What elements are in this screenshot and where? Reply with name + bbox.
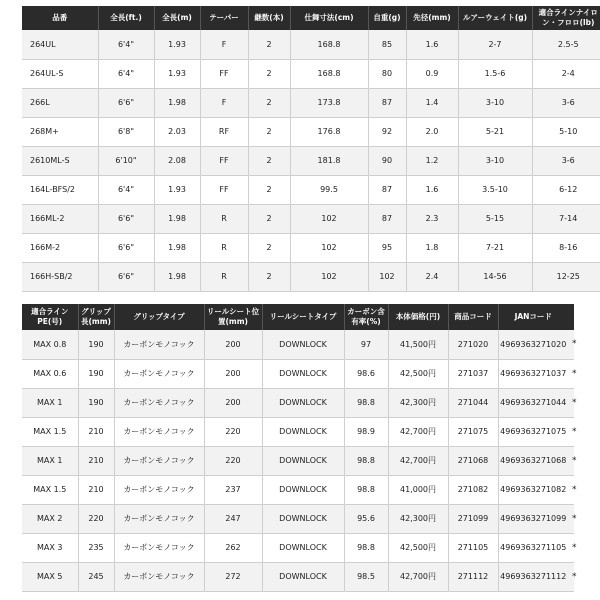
cell-line-pe: MAX 2 [22, 504, 78, 533]
cell-line-pe: MAX 0.8 [22, 330, 78, 359]
cell-grip-length: 210 [78, 475, 114, 504]
col-header-price: 本体価格(円) [388, 304, 448, 330]
cell-closed-length: 173.8 [290, 88, 368, 117]
cell-reel-seat-type: DOWNLOCK [262, 446, 344, 475]
table-row [22, 388, 574, 417]
table-row [22, 446, 574, 475]
cell-length-ft: 6'6" [98, 88, 154, 117]
cell-carbon-content: 98.8 [344, 475, 388, 504]
col-header-product-code: 商品コード [448, 304, 498, 330]
cell-grip-length: 220 [78, 504, 114, 533]
cell-jan-code: 4969363271075 [498, 417, 568, 446]
cell-weight: 87 [368, 204, 406, 233]
cell-mark: * [568, 533, 574, 562]
cell-price: 42,700円 [388, 417, 448, 446]
cell-line-nylon-fluoro: 6-12 [532, 175, 600, 204]
table-row [22, 233, 600, 262]
cell-carbon-content: 98.6 [344, 359, 388, 388]
cell-model: 2610ML-S [22, 146, 98, 175]
cell-mark: * [568, 446, 574, 475]
cell-line-pe: MAX 1.5 [22, 475, 78, 504]
cell-jan-code: 4969363271044 [498, 388, 568, 417]
cell-product-code: 271020 [448, 330, 498, 359]
cell-mark: * [568, 504, 574, 533]
cell-pieces: 2 [248, 233, 290, 262]
table-row [22, 30, 600, 59]
table-row [22, 533, 574, 562]
cell-line-pe: MAX 0.6 [22, 359, 78, 388]
cell-carbon-content: 98.8 [344, 388, 388, 417]
cell-product-code: 271075 [448, 417, 498, 446]
cell-grip-length: 235 [78, 533, 114, 562]
cell-lure-weight: 5-21 [458, 117, 532, 146]
cell-closed-length: 168.8 [290, 30, 368, 59]
cell-grip-length: 190 [78, 388, 114, 417]
cell-tip-diameter: 2.0 [406, 117, 458, 146]
cell-carbon-content: 98.5 [344, 562, 388, 591]
cell-grip-type: カーボンモノコック [114, 330, 204, 359]
cell-jan-code: 4969363271105 [498, 533, 568, 562]
cell-grip-length: 190 [78, 359, 114, 388]
cell-grip-type: カーボンモノコック [114, 562, 204, 591]
cell-length-ft: 6'4" [98, 59, 154, 88]
cell-grip-length: 210 [78, 417, 114, 446]
cell-reel-seat-type: DOWNLOCK [262, 562, 344, 591]
cell-taper: R [200, 262, 248, 291]
cell-length-m: 1.93 [154, 59, 200, 88]
cell-reel-seat-position: 247 [204, 504, 262, 533]
cell-price: 42,500円 [388, 533, 448, 562]
cell-pieces: 2 [248, 204, 290, 233]
table-row [22, 59, 600, 88]
cell-line-nylon-fluoro: 8-16 [532, 233, 600, 262]
cell-reel-seat-type: DOWNLOCK [262, 388, 344, 417]
cell-weight: 95 [368, 233, 406, 262]
cell-length-m: 2.08 [154, 146, 200, 175]
cell-mark: * [568, 562, 574, 591]
spec-table-header [22, 6, 600, 30]
cell-line-pe: MAX 1 [22, 446, 78, 475]
cell-pieces: 2 [248, 175, 290, 204]
cell-reel-seat-type: DOWNLOCK [262, 359, 344, 388]
cell-weight: 85 [368, 30, 406, 59]
cell-line-nylon-fluoro: 2-4 [532, 59, 600, 88]
table-row [22, 359, 574, 388]
cell-taper: F [200, 30, 248, 59]
cell-length-ft: 6'6" [98, 204, 154, 233]
cell-taper: F [200, 88, 248, 117]
cell-mark: * [568, 359, 574, 388]
cell-model: 268M+ [22, 117, 98, 146]
cell-reel-seat-position: 220 [204, 446, 262, 475]
cell-model: 264UL-S [22, 59, 98, 88]
table-row [22, 262, 600, 291]
cell-weight: 87 [368, 88, 406, 117]
cell-pieces: 2 [248, 117, 290, 146]
col-header-grip-type: グリップタイプ [114, 304, 204, 330]
cell-carbon-content: 98.9 [344, 417, 388, 446]
cell-reel-seat-position: 220 [204, 417, 262, 446]
cell-reel-seat-type: DOWNLOCK [262, 475, 344, 504]
col-header-reel-seat-type: リールシートタイプ [262, 304, 344, 330]
cell-taper: FF [200, 146, 248, 175]
cell-price: 42,300円 [388, 504, 448, 533]
cell-tip-diameter: 1.6 [406, 30, 458, 59]
cell-closed-length: 102 [290, 233, 368, 262]
cell-line-pe: MAX 5 [22, 562, 78, 591]
table-row [22, 146, 600, 175]
cell-product-code: 271105 [448, 533, 498, 562]
table-row [22, 175, 600, 204]
col-header-line-nylon-fluoro: 適合ラインナイロン・フロロ(lb) [532, 6, 600, 30]
cell-jan-code: 4969363271112 [498, 562, 568, 591]
cell-model: 164L-BFS/2 [22, 175, 98, 204]
cell-length-m: 1.98 [154, 88, 200, 117]
cell-grip-type: カーボンモノコック [114, 475, 204, 504]
cell-lure-weight: 2-7 [458, 30, 532, 59]
cell-model: 166ML-2 [22, 204, 98, 233]
cell-tip-diameter: 1.2 [406, 146, 458, 175]
cell-price: 42,700円 [388, 446, 448, 475]
cell-product-code: 271068 [448, 446, 498, 475]
cell-line-nylon-fluoro: 3-6 [532, 88, 600, 117]
cell-model: 166M-2 [22, 233, 98, 262]
cell-closed-length: 102 [290, 262, 368, 291]
cell-lure-weight: 3-10 [458, 146, 532, 175]
cell-reel-seat-position: 200 [204, 388, 262, 417]
cell-length-ft: 6'8" [98, 117, 154, 146]
cell-line-nylon-fluoro: 12-25 [532, 262, 600, 291]
table-row [22, 330, 574, 359]
cell-tip-diameter: 1.6 [406, 175, 458, 204]
cell-tip-diameter: 1.8 [406, 233, 458, 262]
cell-tip-diameter: 0.9 [406, 59, 458, 88]
table-row [22, 204, 600, 233]
cell-grip-length: 190 [78, 330, 114, 359]
cell-lure-weight: 1.5-6 [458, 59, 532, 88]
cell-jan-code: 4969363271037 [498, 359, 568, 388]
cell-lure-weight: 3.5-10 [458, 175, 532, 204]
cell-reel-seat-type: DOWNLOCK [262, 330, 344, 359]
cell-grip-type: カーボンモノコック [114, 359, 204, 388]
table-row [22, 417, 574, 446]
cell-pieces: 2 [248, 30, 290, 59]
cell-lure-weight: 14-56 [458, 262, 532, 291]
col-header-carbon-content: カーボン含有率(%) [344, 304, 388, 330]
cell-pieces: 2 [248, 146, 290, 175]
cell-length-m: 2.03 [154, 117, 200, 146]
cell-jan-code: 4969363271020 [498, 330, 568, 359]
cell-line-nylon-fluoro: 5-10 [532, 117, 600, 146]
cell-jan-code: 4969363271082 [498, 475, 568, 504]
cell-reel-seat-position: 200 [204, 359, 262, 388]
cell-line-pe: MAX 1.5 [22, 417, 78, 446]
cell-reel-seat-position: 237 [204, 475, 262, 504]
cell-product-code: 271099 [448, 504, 498, 533]
cell-grip-type: カーボンモノコック [114, 388, 204, 417]
cell-weight: 80 [368, 59, 406, 88]
cell-tip-diameter: 1.4 [406, 88, 458, 117]
cell-reel-seat-position: 200 [204, 330, 262, 359]
cell-mark: * [568, 475, 574, 504]
cell-tip-diameter: 2.3 [406, 204, 458, 233]
col-header-lure-weight: ルアーウェイト(g) [458, 6, 532, 30]
cell-grip-length: 245 [78, 562, 114, 591]
cell-pieces: 2 [248, 88, 290, 117]
cell-taper: R [200, 204, 248, 233]
cell-taper: R [200, 233, 248, 262]
cell-mark: * [568, 330, 574, 359]
cell-length-ft: 6'4" [98, 175, 154, 204]
col-header-mark [568, 304, 574, 330]
col-header-model: 品番 [22, 6, 98, 30]
cell-pieces: 2 [248, 59, 290, 88]
cell-model: 264UL [22, 30, 98, 59]
cell-jan-code: 4969363271099 [498, 504, 568, 533]
cell-product-code: 271082 [448, 475, 498, 504]
table-row [22, 475, 574, 504]
cell-model: 266L [22, 88, 98, 117]
cell-price: 42,300円 [388, 388, 448, 417]
cell-lure-weight: 5-15 [458, 204, 532, 233]
cell-price: 41,500円 [388, 330, 448, 359]
col-header-weight: 自重(g) [368, 6, 406, 30]
cell-lure-weight: 3-10 [458, 88, 532, 117]
table-row [22, 562, 574, 591]
price-table [22, 304, 577, 592]
cell-model: 166H-SB/2 [22, 262, 98, 291]
cell-length-m: 1.98 [154, 204, 200, 233]
cell-reel-seat-type: DOWNLOCK [262, 533, 344, 562]
cell-jan-code: 4969363271068 [498, 446, 568, 475]
cell-price: 42,700円 [388, 562, 448, 591]
col-header-closed-length: 仕舞寸法(cm) [290, 6, 368, 30]
cell-reel-seat-type: DOWNLOCK [262, 417, 344, 446]
cell-closed-length: 99.5 [290, 175, 368, 204]
cell-grip-type: カーボンモノコック [114, 417, 204, 446]
cell-mark: * [568, 388, 574, 417]
spec-table [22, 6, 600, 292]
cell-closed-length: 176.8 [290, 117, 368, 146]
cell-line-nylon-fluoro: 3-6 [532, 146, 600, 175]
cell-length-m: 1.93 [154, 175, 200, 204]
cell-line-pe: MAX 1 [22, 388, 78, 417]
col-header-pieces: 継数(本) [248, 6, 290, 30]
cell-length-m: 1.98 [154, 262, 200, 291]
col-header-reel-seat-position: リールシート位置(mm) [204, 304, 262, 330]
cell-taper: FF [200, 175, 248, 204]
cell-carbon-content: 98.8 [344, 446, 388, 475]
col-header-length-ft: 全長(ft.) [98, 6, 154, 30]
cell-weight: 90 [368, 146, 406, 175]
cell-carbon-content: 97 [344, 330, 388, 359]
col-header-tip-diameter: 先径(mm) [406, 6, 458, 30]
cell-price: 42,500円 [388, 359, 448, 388]
cell-weight: 102 [368, 262, 406, 291]
cell-lure-weight: 7-21 [458, 233, 532, 262]
cell-reel-seat-type: DOWNLOCK [262, 504, 344, 533]
cell-weight: 87 [368, 175, 406, 204]
cell-mark: * [568, 417, 574, 446]
cell-line-pe: MAX 3 [22, 533, 78, 562]
cell-product-code: 271112 [448, 562, 498, 591]
table-row [22, 117, 600, 146]
cell-length-ft: 6'10" [98, 146, 154, 175]
cell-price: 41,000円 [388, 475, 448, 504]
cell-product-code: 271037 [448, 359, 498, 388]
col-header-length-m: 全長(m) [154, 6, 200, 30]
cell-length-ft: 6'4" [98, 30, 154, 59]
col-header-jan-code: JANコード [498, 304, 568, 330]
cell-taper: RF [200, 117, 248, 146]
cell-closed-length: 168.8 [290, 59, 368, 88]
col-header-grip-length: グリップ長(mm) [78, 304, 114, 330]
col-header-taper: テーパー [200, 6, 248, 30]
cell-grip-type: カーボンモノコック [114, 504, 204, 533]
cell-carbon-content: 98.8 [344, 533, 388, 562]
table-row [22, 504, 574, 533]
cell-pieces: 2 [248, 262, 290, 291]
cell-grip-type: カーボンモノコック [114, 446, 204, 475]
col-header-line-pe: 適合ラインPE(号) [22, 304, 78, 330]
cell-taper: FF [200, 59, 248, 88]
cell-line-nylon-fluoro: 7-14 [532, 204, 600, 233]
cell-grip-length: 210 [78, 446, 114, 475]
cell-length-m: 1.98 [154, 233, 200, 262]
cell-grip-type: カーボンモノコック [114, 533, 204, 562]
cell-closed-length: 102 [290, 204, 368, 233]
table-row [22, 88, 600, 117]
cell-tip-diameter: 2.4 [406, 262, 458, 291]
cell-product-code: 271044 [448, 388, 498, 417]
cell-carbon-content: 95.6 [344, 504, 388, 533]
cell-weight: 92 [368, 117, 406, 146]
cell-length-m: 1.93 [154, 30, 200, 59]
price-table-header [22, 304, 574, 330]
cell-length-ft: 6'6" [98, 262, 154, 291]
cell-line-nylon-fluoro: 2.5-5 [532, 30, 600, 59]
cell-length-ft: 6'6" [98, 233, 154, 262]
cell-reel-seat-position: 272 [204, 562, 262, 591]
cell-reel-seat-position: 262 [204, 533, 262, 562]
cell-closed-length: 181.8 [290, 146, 368, 175]
